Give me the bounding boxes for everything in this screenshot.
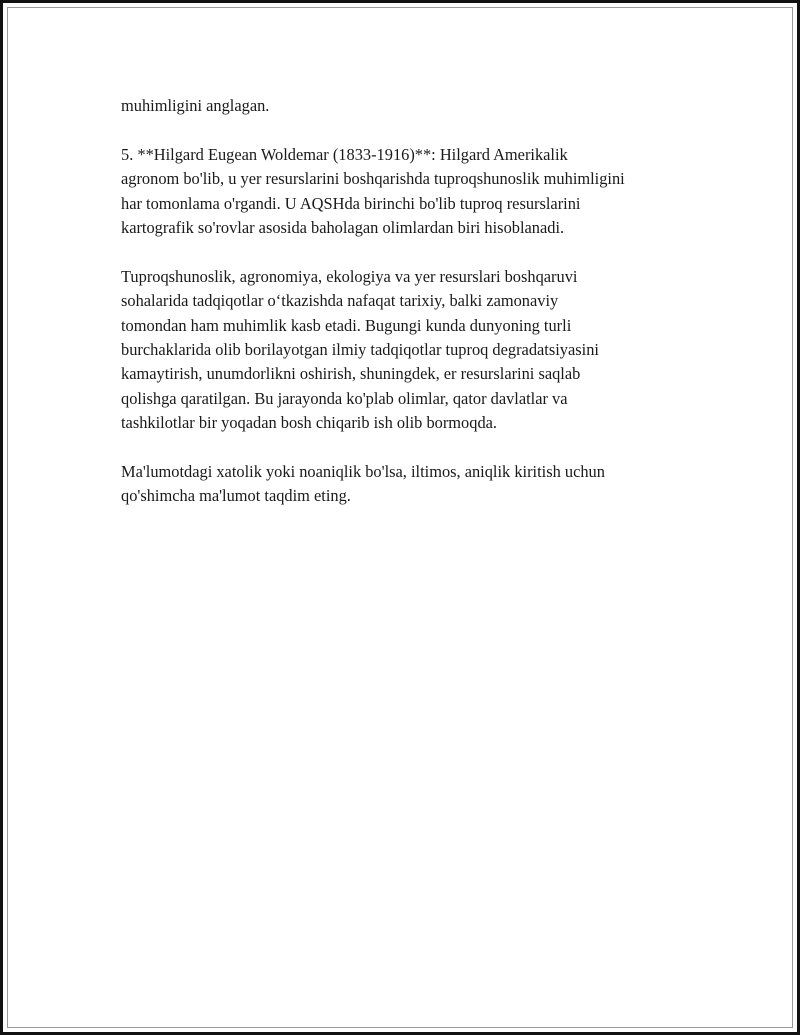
document-body xyxy=(121,94,706,533)
paragraph-closing-note: Ma'lumotdagi xatolik yoki noaniqlik bo'lsa, iltimos, aniqlik kiritish uchun qo'shimcha ma'lumot taqdim eting. xyxy=(121,462,605,506)
paragraph-soil-science: Tuproqshunoslik, agronomiya, ekologiya va yer resurslari boshqaruvi sohalarida tadqiqotlar o‘tkazishda nafaqat tarixiy, balki zamonaviy tomondan ham muhimlik kasb etadi. Bugungi kunda dunyoning turli burchaklarida olib borilayotgan ilmiy tadqiqotlar tuproq degradatsiyasini kamaytirish, unumdorlikni oshirish, shuningdek, er resurslarini saqlab qolishga qaratilgan. Bu jarayonda ko'plab olimlar, qator davlatlar va tashkilotlar bir yoqadan bosh chiqarib ish olib bormoqda. xyxy=(121,266,599,433)
paragraph-continuation: muhimligini anglagan. xyxy=(121,96,270,115)
paragraph-hilgard: 5. **Hilgard Eugean Woldemar (1833-1916)**: Hilgard Amerikalik agronom bo'lib, u yer resurslarini boshqarishda tuproqshunoslik muhimligini har tomonlama o'rgandi. U AQSHda birinchi bo'lib tuproq resurslarini kartografik so'rovlar asosida baholagan olimlardan biri hisoblanadi. xyxy=(121,144,625,238)
